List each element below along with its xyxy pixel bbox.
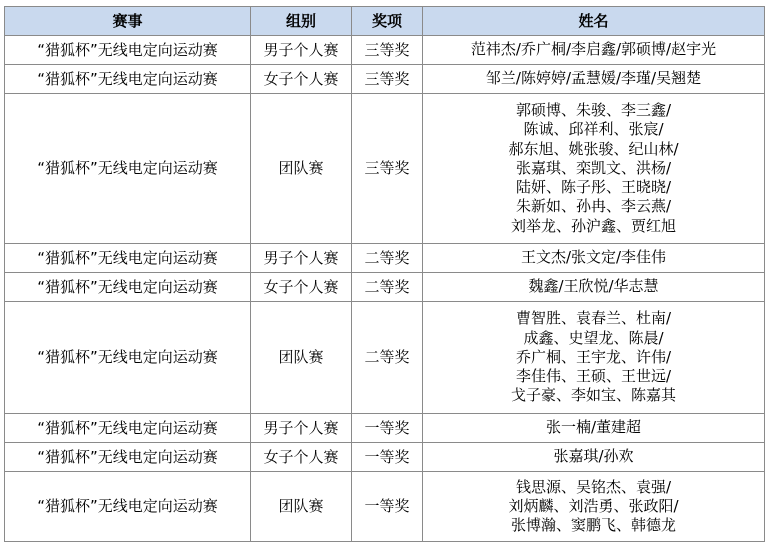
table-row bbox=[5, 302, 765, 414]
name-line: 魏鑫/王欣悦/华志慧 bbox=[528, 277, 659, 296]
header-event: 赛事 bbox=[5, 7, 251, 36]
cell-award: 三等奖 bbox=[352, 65, 423, 94]
name-line: 张嘉琪/孙欢 bbox=[553, 447, 634, 466]
name-line: 郝东旭、姚张骏、纪山林/ bbox=[508, 139, 679, 158]
table-row bbox=[5, 94, 765, 244]
cell-group: 团队赛 bbox=[251, 302, 352, 414]
cell-award: 一等奖 bbox=[352, 414, 423, 443]
cell-group: 团队赛 bbox=[251, 472, 352, 542]
names-list bbox=[423, 40, 764, 59]
names-list bbox=[423, 69, 764, 88]
cell-names bbox=[423, 273, 765, 302]
name-line: 张博瀚、窦鹏飞、韩德龙 bbox=[510, 516, 676, 535]
cell-group: 男子个人赛 bbox=[251, 244, 352, 273]
cell-group: 男子个人赛 bbox=[251, 414, 352, 443]
name-line: 张嘉琪、栾凯文、洪杨/ bbox=[515, 158, 672, 177]
name-line: 钱思源、吴铭杰、袁强/ bbox=[515, 477, 672, 496]
names-list bbox=[423, 309, 764, 405]
cell-award: 三等奖 bbox=[352, 94, 423, 244]
name-line: 郭硕博、朱骏、李三鑫/ bbox=[515, 101, 672, 120]
cell-event: “猎狐杯”无线电定向运动赛 bbox=[5, 94, 251, 244]
cell-group: 男子个人赛 bbox=[251, 36, 352, 65]
cell-names bbox=[423, 414, 765, 443]
cell-names bbox=[423, 36, 765, 65]
cell-award: 三等奖 bbox=[352, 36, 423, 65]
cell-event: “猎狐杯”无线电定向运动赛 bbox=[5, 302, 251, 414]
table-row bbox=[5, 414, 765, 443]
cell-event: “猎狐杯”无线电定向运动赛 bbox=[5, 244, 251, 273]
header-row bbox=[5, 7, 765, 36]
cell-group: 女子个人赛 bbox=[251, 273, 352, 302]
cell-event: “猎狐杯”无线电定向运动赛 bbox=[5, 472, 251, 542]
name-line: 朱新如、孙冉、李云燕/ bbox=[515, 197, 672, 216]
cell-award: 一等奖 bbox=[352, 443, 423, 472]
names-list bbox=[423, 248, 764, 267]
name-line: 戈子豪、李如宝、陈嘉其 bbox=[510, 386, 676, 405]
name-line: 邹兰/陈婷婷/孟慧媛/李瑾/吴翘楚 bbox=[485, 69, 702, 88]
cell-names bbox=[423, 472, 765, 542]
name-line: 李佳伟、王硕、王世远/ bbox=[515, 367, 672, 386]
cell-names bbox=[423, 244, 765, 273]
name-line: 乔广桐、王宇龙、许伟/ bbox=[515, 347, 672, 366]
table-row bbox=[5, 36, 765, 65]
cell-event: “猎狐杯”无线电定向运动赛 bbox=[5, 414, 251, 443]
cell-names bbox=[423, 94, 765, 244]
name-line: 曹智胜、袁春兰、杜南/ bbox=[515, 309, 672, 328]
cell-group: 女子个人赛 bbox=[251, 65, 352, 94]
header-names: 姓名 bbox=[423, 7, 765, 36]
names-list bbox=[423, 478, 764, 536]
awards-table bbox=[4, 6, 765, 542]
table-row bbox=[5, 443, 765, 472]
name-line: 王文杰/张文定/李佳伟 bbox=[520, 248, 667, 267]
cell-event: “猎狐杯”无线电定向运动赛 bbox=[5, 273, 251, 302]
name-line: 陈诚、邱祥利、张宸/ bbox=[523, 120, 664, 139]
name-line: 刘炳麟、刘浩勇、张政阳/ bbox=[508, 496, 679, 515]
table-row bbox=[5, 472, 765, 542]
name-line: 张一楠/董建超 bbox=[545, 418, 642, 437]
header-group: 组别 bbox=[251, 7, 352, 36]
table-row bbox=[5, 65, 765, 94]
names-list bbox=[423, 277, 764, 296]
names-list bbox=[423, 418, 764, 437]
table-row bbox=[5, 273, 765, 302]
table-row bbox=[5, 244, 765, 273]
cell-event: “猎狐杯”无线电定向运动赛 bbox=[5, 36, 251, 65]
name-line: 陆妍、陈子彤、王晓晓/ bbox=[515, 178, 672, 197]
header-award: 奖项 bbox=[352, 7, 423, 36]
cell-group: 女子个人赛 bbox=[251, 443, 352, 472]
cell-group: 团队赛 bbox=[251, 94, 352, 244]
name-line: 成鑫、史望龙、陈晨/ bbox=[523, 328, 664, 347]
cell-names bbox=[423, 302, 765, 414]
cell-award: 二等奖 bbox=[352, 244, 423, 273]
cell-names bbox=[423, 65, 765, 94]
cell-event: “猎狐杯”无线电定向运动赛 bbox=[5, 65, 251, 94]
cell-names bbox=[423, 443, 765, 472]
cell-award: 二等奖 bbox=[352, 302, 423, 414]
table-body bbox=[5, 36, 765, 542]
table-header bbox=[5, 7, 765, 36]
name-line: 刘举龙、孙沪鑫、贾红旭 bbox=[510, 216, 676, 235]
names-list bbox=[423, 447, 764, 466]
cell-award: 二等奖 bbox=[352, 273, 423, 302]
names-list bbox=[423, 101, 764, 235]
cell-award: 一等奖 bbox=[352, 472, 423, 542]
cell-event: “猎狐杯”无线电定向运动赛 bbox=[5, 443, 251, 472]
name-line: 范祎杰/乔广桐/李启鑫/郭硕博/赵宇光 bbox=[470, 40, 717, 59]
